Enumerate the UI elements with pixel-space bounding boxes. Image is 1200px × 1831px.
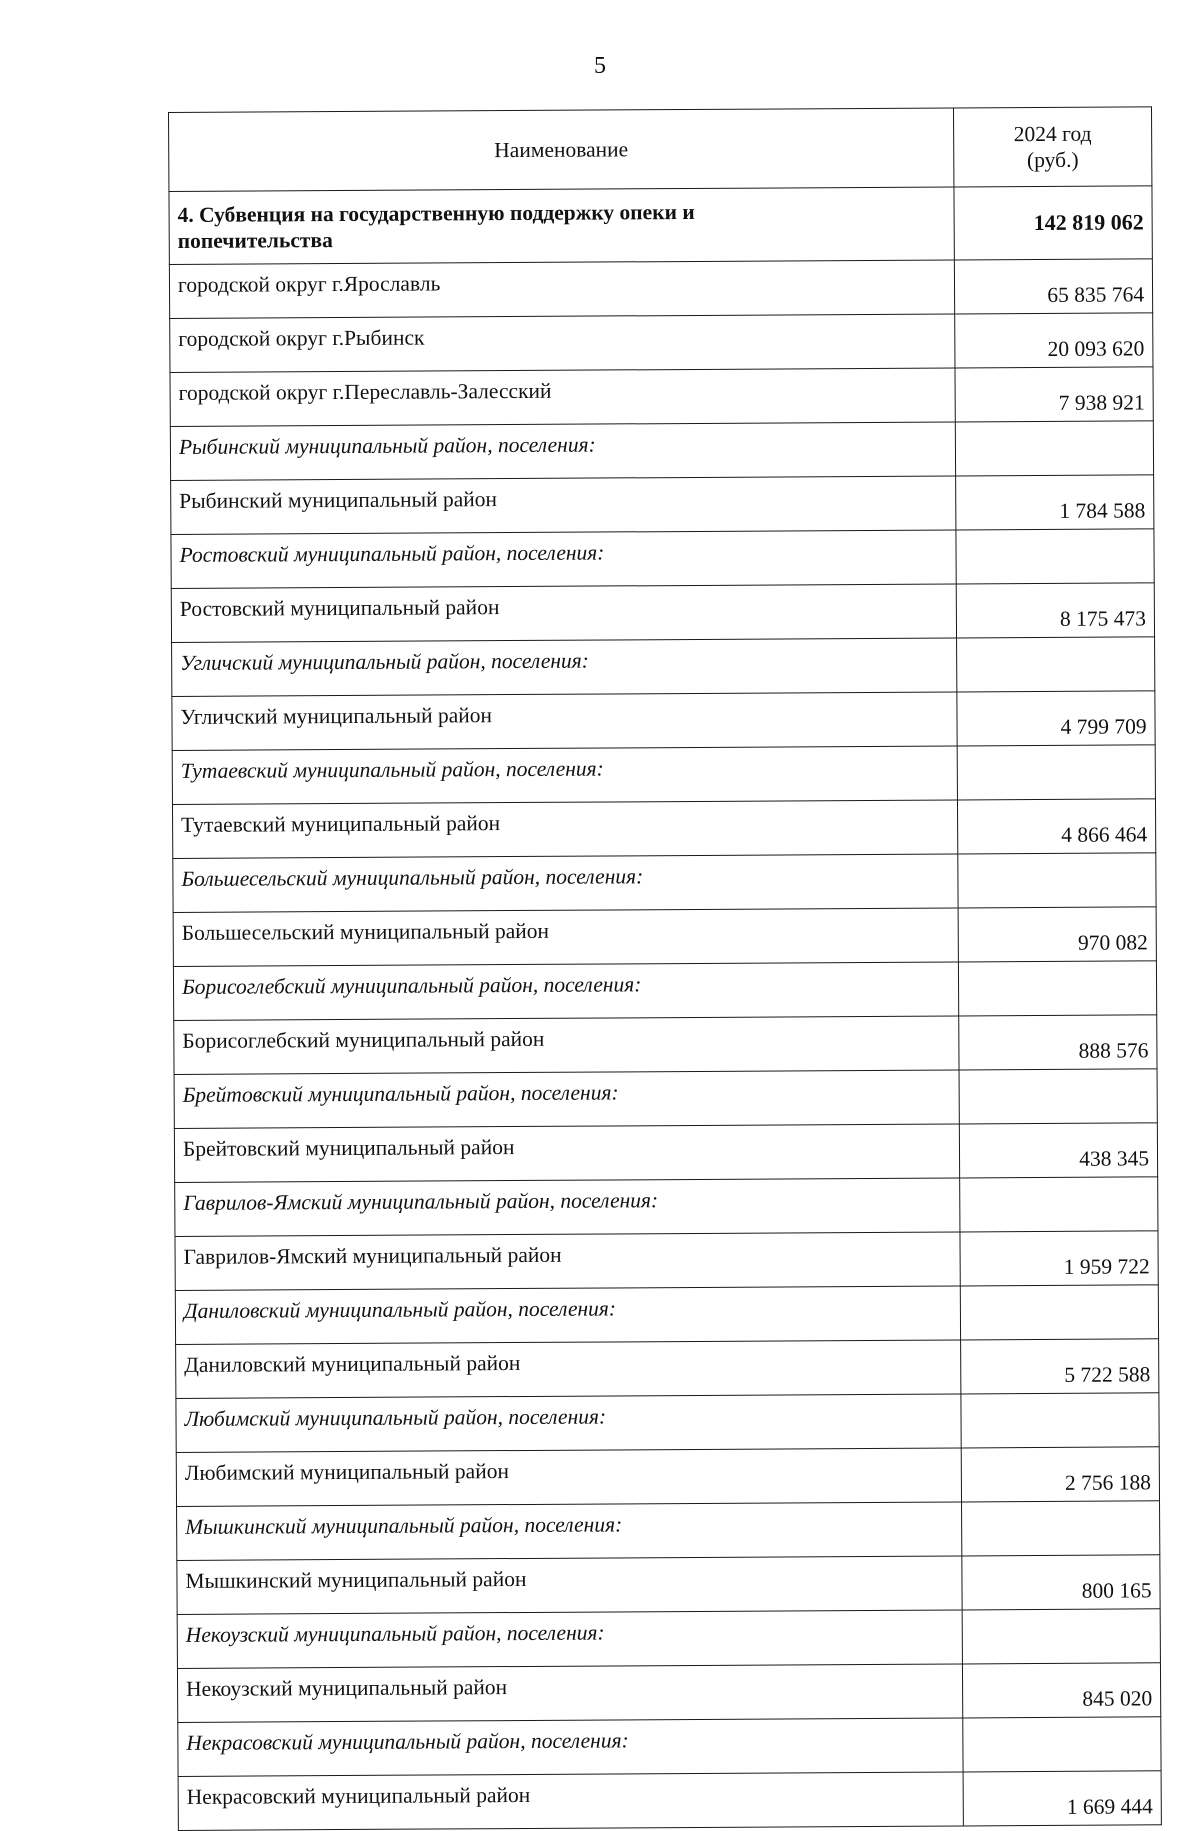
group-heading-label: Брейтовский муниципальный район, поселения: <box>174 1070 959 1129</box>
row-value: 7 938 921 <box>955 367 1153 422</box>
table-row <box>170 313 1153 373</box>
header-name: Наименование <box>169 108 954 192</box>
row-value <box>958 853 1156 908</box>
page-number: 5 <box>594 53 606 79</box>
table-header-row <box>169 107 1152 192</box>
row-name: Рыбинский муниципальный район <box>171 476 956 535</box>
group-heading-row <box>172 637 1155 697</box>
row-value: 845 020 <box>962 1663 1160 1718</box>
header-year-label: 2024 год <box>1013 121 1092 147</box>
row-value: 1 669 444 <box>963 1771 1161 1826</box>
table-row <box>174 1015 1157 1075</box>
group-heading-row <box>175 1285 1158 1345</box>
row-name: Брейтовский муниципальный район <box>174 1124 959 1183</box>
group-heading-label: Борисоглебский муниципальный район, поселения: <box>173 962 958 1021</box>
row-name: Тутаевский муниципальный район <box>172 800 957 859</box>
row-name: Некоузский муниципальный район <box>177 1664 962 1723</box>
row-name: Угличский муниципальный район <box>172 692 957 751</box>
group-heading-row <box>177 1501 1160 1561</box>
row-value <box>957 637 1155 692</box>
row-value <box>961 1393 1159 1448</box>
table-row <box>177 1663 1160 1723</box>
header-unit-label: (руб.) <box>1026 147 1079 173</box>
row-value <box>960 1177 1158 1232</box>
row-value <box>955 421 1153 476</box>
row-value <box>959 1069 1157 1124</box>
row-name: городской округ г.Ярославль <box>169 260 954 319</box>
group-heading-label: Мышкинский муниципальный район, поселения: <box>177 1502 962 1561</box>
row-value: 5 722 588 <box>961 1339 1159 1394</box>
table-row <box>171 583 1154 643</box>
header-year <box>953 107 1151 187</box>
table-row <box>173 907 1156 967</box>
group-heading-row <box>174 1069 1157 1129</box>
table-row <box>178 1771 1161 1831</box>
row-name: Некрасовский муниципальный район <box>178 1772 963 1831</box>
table-row <box>169 259 1152 319</box>
row-value: 888 576 <box>959 1015 1157 1070</box>
row-name: Борисоглебский муниципальный район <box>174 1016 959 1075</box>
row-value <box>963 1717 1161 1772</box>
row-name: Любимский муниципальный район <box>176 1448 961 1507</box>
group-heading-row <box>171 529 1154 589</box>
total-row <box>169 186 1152 265</box>
group-heading-label: Ростовский муниципальный район, поселения: <box>171 530 956 589</box>
group-heading-label: Некоузский муниципальный район, поселения: <box>177 1610 962 1669</box>
row-name: городской округ г.Переславль-Залесский <box>170 368 955 427</box>
table-row <box>172 691 1155 751</box>
group-heading-row <box>178 1717 1161 1777</box>
table-row <box>176 1447 1159 1507</box>
group-heading-label: Некрасовский муниципальный район, поселения: <box>178 1718 963 1777</box>
group-heading-row <box>173 853 1156 913</box>
row-name: Большесельский муниципальный район <box>173 908 958 967</box>
row-value <box>957 745 1155 800</box>
row-value: 20 093 620 <box>955 313 1153 368</box>
row-name: городской округ г.Рыбинск <box>170 314 955 373</box>
table-row <box>176 1339 1159 1399</box>
row-value <box>960 1285 1158 1340</box>
table-row <box>177 1555 1160 1615</box>
table-row <box>174 1123 1157 1183</box>
group-heading-row <box>176 1393 1159 1453</box>
row-name: Даниловский муниципальный район <box>176 1340 961 1399</box>
row-value: 1 959 722 <box>960 1231 1158 1286</box>
group-heading-row <box>177 1609 1160 1669</box>
row-value: 970 082 <box>958 907 1156 962</box>
group-heading-row <box>170 421 1153 481</box>
total-label: 4. Субвенция на государственную поддержку опеки и попечительства <box>169 187 954 265</box>
row-value: 800 165 <box>962 1555 1160 1610</box>
group-heading-row <box>175 1177 1158 1237</box>
group-heading-label: Любимский муниципальный район, поселения: <box>176 1394 961 1453</box>
group-heading-label: Даниловский муниципальный район, поселения: <box>175 1286 960 1345</box>
group-heading-label: Рыбинский муниципальный район, поселения: <box>170 422 955 481</box>
group-heading-label: Большесельский муниципальный район, поселения: <box>173 854 958 913</box>
table-row <box>172 799 1155 859</box>
row-value: 438 345 <box>959 1123 1157 1178</box>
row-value <box>956 529 1154 584</box>
row-value: 4 866 464 <box>957 799 1155 854</box>
row-name: Мышкинский муниципальный район <box>177 1556 962 1615</box>
table-row <box>175 1231 1158 1291</box>
total-value: 142 819 062 <box>954 186 1152 260</box>
table-body <box>169 107 1162 1831</box>
row-name: Ростовский муниципальный район <box>171 584 956 643</box>
row-value: 65 835 764 <box>954 259 1152 314</box>
row-value <box>962 1609 1160 1664</box>
group-heading-label: Тутаевский муниципальный район, поселения: <box>172 746 957 805</box>
subvention-table <box>168 106 1162 1831</box>
row-value: 8 175 473 <box>956 583 1154 638</box>
group-heading-label: Гаврилов-Ямский муниципальный район, поселения: <box>175 1178 960 1237</box>
table-row <box>170 367 1153 427</box>
table-row <box>171 475 1154 535</box>
group-heading-row <box>172 745 1155 805</box>
group-heading-label: Угличский муниципальный район, поселения: <box>172 638 957 697</box>
row-value: 4 799 709 <box>957 691 1155 746</box>
row-value: 2 756 188 <box>961 1447 1159 1502</box>
row-name: Гаврилов-Ямский муниципальный район <box>175 1232 960 1291</box>
row-value <box>962 1501 1160 1556</box>
row-value <box>958 961 1156 1016</box>
group-heading-row <box>173 961 1156 1021</box>
row-value: 1 784 588 <box>956 475 1154 530</box>
